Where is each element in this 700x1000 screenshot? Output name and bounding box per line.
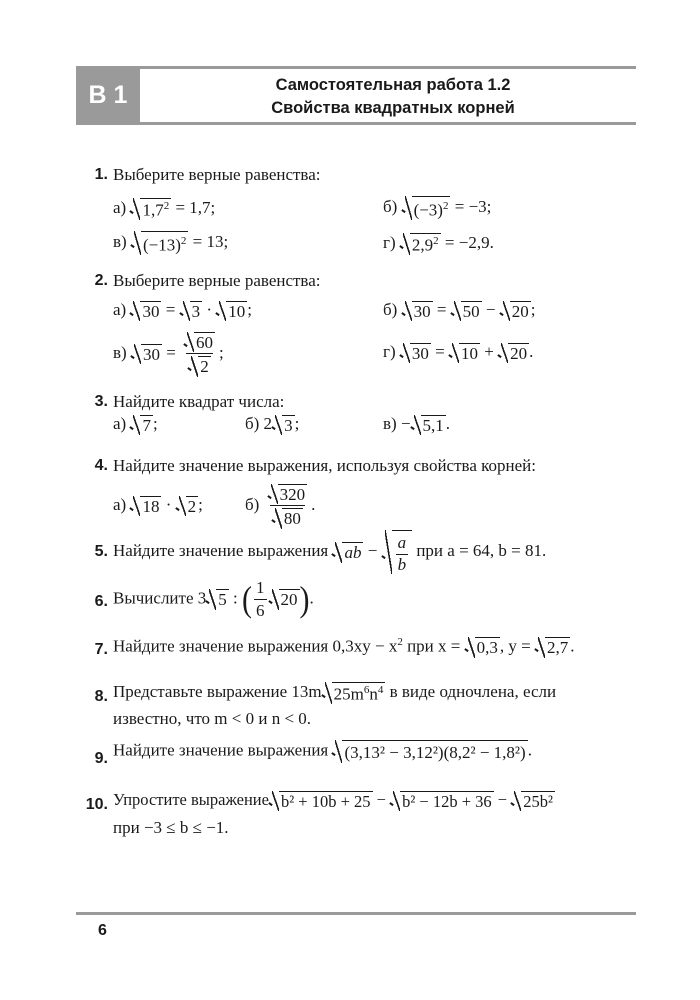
radical: $1,7^2$ (130, 198, 171, 220)
fraction: $\frac{320}{80}$ (266, 483, 310, 529)
problem-7-number: 7. (94, 641, 108, 658)
problem-2-b: б) 30 = 50 − 20 ; (383, 300, 536, 321)
problem-9-body: Найдите значение выражения (3,13² − 3,12²)(8,2² − 1,8²) . (113, 740, 532, 762)
problem-3-a: а) 7 ; (113, 414, 158, 435)
work-title: Самостоятельная работа 1.2 (275, 76, 511, 94)
problem-7-body: Найдите значение выражения $0,3xy - x^2$ при x = 0,3 , y = 2,7 . (113, 636, 575, 658)
radical: $2,9^2$ (400, 233, 441, 255)
problem-2-a: а) 30 = 3 · 10 ; (113, 300, 252, 321)
problem-10-body: Упростите выражение b² + 10b + 25 − b² − 12b + 36 − 25b² (113, 790, 553, 812)
problem-4-number: 4. (94, 457, 108, 474)
problem-5-body: Найдите значение выражения ab − $\frac{a}{b}$ при a = 64, b = 81. (113, 530, 546, 574)
header-top-rule (76, 66, 636, 69)
problem-8-number: 8. (94, 688, 108, 705)
problem-1-v: в) $(-13)^2$ = 13; (113, 232, 229, 255)
problem-8-body: Представьте выражение 13m $25m^6n^4$ в виде одночлена, если (113, 682, 557, 704)
problem-4-text: Найдите значение выражения, используя свойства корней: (113, 456, 536, 475)
label-b: б) (383, 197, 398, 217)
problem-6-body: Вычислите 3 5 : ( $\frac{1}{6}$ 20 ). (113, 578, 314, 620)
problem-5-number: 5. (94, 543, 108, 560)
problem-6-number: 6. (94, 593, 108, 610)
page-number: 6 (98, 922, 107, 939)
problem-10-line2: при −3 ≤ b ≤ −1. (113, 818, 229, 837)
label-g: г) (383, 233, 396, 253)
label-a: а) (113, 198, 127, 218)
problem-1-number: 1. (94, 166, 108, 183)
radical: $(-3)^2$ (402, 196, 451, 220)
problem-10-number: 10. (85, 796, 108, 813)
problem-9-number: 9. (94, 750, 108, 767)
problem-4-a: а) 18 · 2 ; (113, 495, 203, 516)
footer-rule (76, 912, 636, 915)
problem-2-g: г) 30 = 10 + 20 . (383, 342, 534, 363)
radical: $(-13)^2$ (131, 231, 188, 255)
problem-8-line2: известно, что m < 0 и n < 0. (113, 709, 312, 728)
header-bottom-rule (76, 122, 636, 125)
problem-4-b: б) $\frac{320}{80}$ . (245, 484, 316, 529)
fraction: $\frac{60}{2}$ (182, 331, 217, 377)
variant-badge: B 1 (76, 69, 140, 122)
topic-title: Свойства квадратных корней (271, 99, 515, 117)
problem-1-b: б) $(-3)^2$ = −3; (383, 197, 492, 220)
problem-2-v: в) 30 = $\frac{60}{2}$ ; (113, 332, 224, 377)
problem-3-v: в) − 5,1 . (383, 414, 451, 435)
problem-3-number: 3. (94, 393, 108, 410)
label-v: в) (113, 232, 127, 252)
problem-1-g: г) $2,9^2$ = −2,9. (383, 233, 494, 255)
problem-3-text: Найдите квадрат числа: (113, 392, 285, 411)
problem-2-number: 2. (94, 272, 108, 289)
problem-1-text: Выберите верные равенства: (113, 165, 321, 184)
problem-3-b: б) 2 3 ; (245, 414, 300, 435)
problem-2-text: Выберите верные равенства: (113, 271, 321, 290)
problem-1-a: а) $1,7^2$ = 1,7; (113, 198, 216, 220)
